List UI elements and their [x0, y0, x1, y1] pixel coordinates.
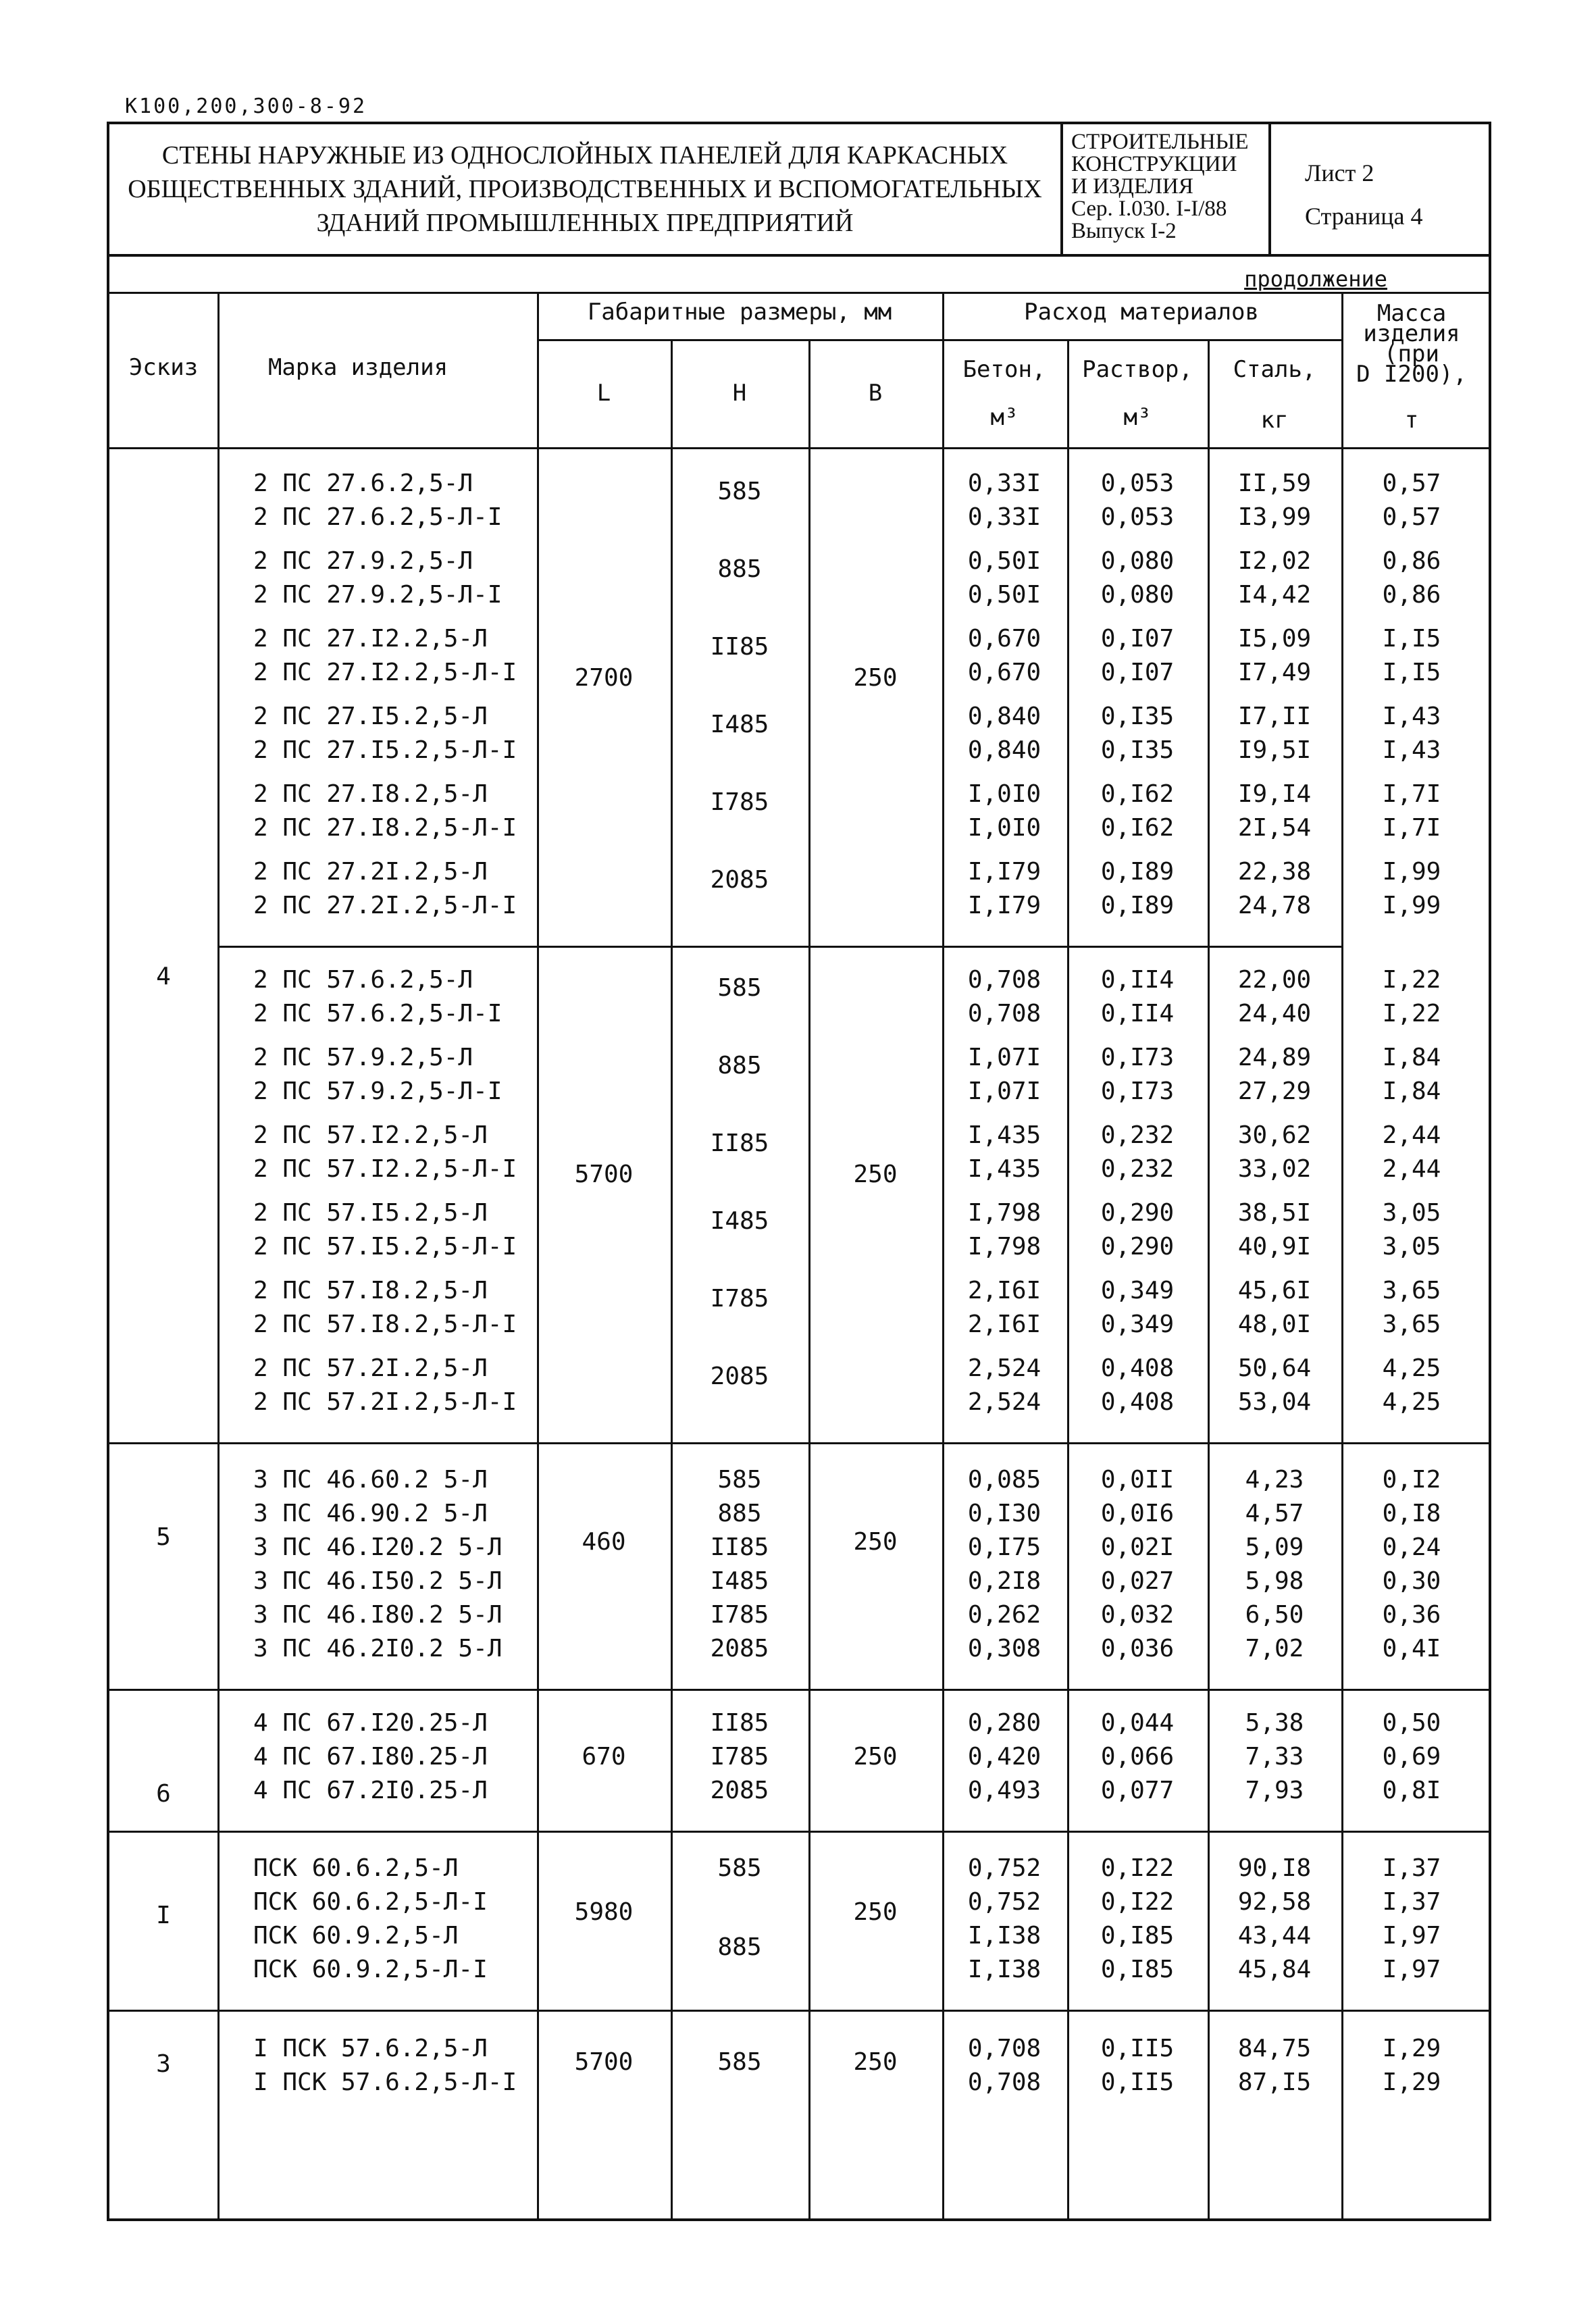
concrete-cell: 2,524	[967, 1388, 1041, 1416]
concrete-cell: 0,280	[967, 1709, 1041, 1737]
mass-cell: 2,44	[1382, 1121, 1441, 1149]
mark-cell: 2 ПС 27.I8.2,5-Л-I	[253, 814, 517, 842]
mass-cell: 0,57	[1382, 469, 1441, 497]
header-mass-line: Масса	[1376, 300, 1447, 327]
series-line: Сер. I.030. I-I/88	[1071, 197, 1227, 221]
h-cell: 585	[717, 1854, 762, 1882]
mortar-cell: 0,II4	[1100, 966, 1175, 994]
mark-cell: 2 ПС 27.9.2,5-Л	[253, 547, 473, 575]
mark-cell: 3 ПС 46.90.2 5-Л	[253, 1500, 488, 1527]
sketch-cell: 6	[156, 1780, 171, 1808]
mark-cell: 2 ПС 27.6.2,5-Л-I	[253, 503, 503, 531]
h-cell: II85	[710, 1129, 769, 1157]
title-line: ЗДАНИЙ ПРОМЫШЛЕННЫХ ПРЕДПРИЯТИЙ	[316, 209, 854, 237]
concrete-cell: 0,752	[967, 1854, 1041, 1882]
concrete-cell: I,798	[967, 1199, 1041, 1227]
column-rule	[537, 292, 539, 2218]
sheet-block	[1271, 124, 1489, 254]
header-concrete-unit: м³	[990, 404, 1019, 431]
concrete-cell: 0,708	[967, 2068, 1041, 2096]
concrete-cell: 0,708	[967, 2035, 1041, 2062]
header-steel: Сталь,	[1233, 356, 1316, 383]
steel-cell: 40,9I	[1237, 1233, 1312, 1261]
mass-cell: I,37	[1382, 1888, 1441, 1916]
title-line: СТЕНЫ НАРУЖНЫЕ ИЗ ОДНОСЛОЙНЫХ ПАНЕЛЕЙ ДЛЯ КАРКАСНЫХ	[161, 141, 1008, 170]
sketch-cell: I	[156, 1902, 171, 1929]
mark-cell: 4 ПС 67.2I0.25-Л	[253, 1777, 488, 1804]
mass-cell: 0,36	[1382, 1601, 1441, 1629]
steel-cell: 24,78	[1237, 892, 1312, 919]
L-cell: 2700	[574, 664, 634, 692]
steel-cell: I7,II	[1237, 703, 1312, 730]
steel-cell: 53,04	[1237, 1388, 1312, 1416]
concrete-cell: 0,670	[967, 659, 1041, 686]
mortar-cell: 0,I73	[1100, 1077, 1175, 1105]
sketch-cell: 4	[156, 963, 171, 990]
mass-cell: I,99	[1382, 892, 1441, 919]
steel-cell: 92,58	[1237, 1888, 1312, 1916]
header-mortar: Раствор,	[1082, 356, 1193, 383]
mortar-cell: 0,032	[1100, 1601, 1175, 1629]
mortar-cell: 0,0II	[1100, 1466, 1175, 1494]
concrete-cell: 0,33I	[967, 503, 1041, 531]
mark-cell: 2 ПС 27.2I.2,5-Л	[253, 858, 488, 886]
mortar-cell: 0,066	[1100, 1743, 1175, 1771]
header-concrete: Бетон,	[962, 356, 1046, 383]
header-L: L	[596, 380, 611, 407]
concrete-cell: I,435	[967, 1121, 1041, 1149]
concrete-cell: I,798	[967, 1233, 1041, 1261]
mortar-cell: 0,408	[1100, 1388, 1175, 1416]
steel-cell: I3,99	[1237, 503, 1312, 531]
concrete-cell: 2,I6I	[967, 1277, 1041, 1304]
column-rule	[1341, 292, 1343, 2218]
materials-subheader-rule	[942, 339, 1341, 341]
mortar-cell: 0,I73	[1100, 1044, 1175, 1071]
mortar-cell: 0,I62	[1100, 780, 1175, 808]
steel-cell: 43,44	[1237, 1922, 1312, 1950]
mass-cell: 3,05	[1382, 1233, 1441, 1261]
mass-cell: I,I5	[1382, 625, 1441, 653]
mortar-cell: 0,044	[1100, 1709, 1175, 1737]
concrete-cell: I,I38	[967, 1956, 1041, 1983]
B-cell: 250	[853, 1898, 898, 1926]
mark-cell: 3 ПС 46.2I0.2 5-Л	[253, 1635, 503, 1662]
h-cell: 885	[717, 555, 762, 583]
group-divider-rule	[109, 2010, 1489, 2012]
concrete-cell: 0,33I	[967, 469, 1041, 497]
mortar-cell: 0,408	[1100, 1354, 1175, 1382]
column-rule	[1208, 339, 1210, 2218]
mass-cell: 2,44	[1382, 1155, 1441, 1183]
concrete-cell: I,0I0	[967, 814, 1041, 842]
series-line: Выпуск I-2	[1071, 219, 1177, 243]
header-mass-unit: т	[1404, 407, 1419, 434]
steel-cell: 48,0I	[1237, 1311, 1312, 1338]
column-rule	[942, 292, 944, 2218]
series-line: КОНСТРУКЦИИ	[1071, 152, 1237, 176]
sketch-cell: 5	[156, 1523, 171, 1551]
mark-cell: 2 ПС 27.I8.2,5-Л	[253, 780, 488, 808]
h-cell: II85	[710, 633, 769, 661]
mass-cell: 3,05	[1382, 1199, 1441, 1227]
steel-cell: 24,40	[1237, 1000, 1312, 1027]
column-rule	[1067, 339, 1069, 2218]
h-cell: 2085	[710, 1635, 769, 1662]
concrete-cell: I,0I0	[967, 780, 1041, 808]
concrete-cell: 2,524	[967, 1354, 1041, 1382]
L-cell: 5700	[574, 1161, 634, 1188]
concrete-cell: 0,262	[967, 1601, 1041, 1629]
mark-cell: ПСК 60.6.2,5-Л	[253, 1854, 459, 1882]
concrete-cell: 0,50I	[967, 581, 1041, 609]
header-bottom-rule	[109, 447, 1489, 449]
steel-cell: I5,09	[1237, 625, 1312, 653]
mortar-cell: 0,080	[1100, 581, 1175, 609]
header-materials-group: Расход материалов	[1024, 299, 1259, 326]
concrete-cell: 0,I75	[967, 1533, 1041, 1561]
mass-cell: 0,8I	[1382, 1777, 1441, 1804]
mark-cell: 2 ПС 27.I5.2,5-Л-I	[253, 736, 517, 764]
header-mass-line: изделия	[1363, 320, 1460, 347]
mortar-cell: 0,I62	[1100, 814, 1175, 842]
h-cell: 2085	[710, 1363, 769, 1390]
header-steel-unit: кг	[1260, 407, 1289, 434]
steel-cell: II,59	[1237, 469, 1312, 497]
mark-cell: 2 ПС 27.2I.2,5-Л-I	[253, 892, 517, 919]
mortar-cell: 0,349	[1100, 1277, 1175, 1304]
steel-cell: 7,33	[1245, 1743, 1304, 1771]
concrete-cell: I,I79	[967, 892, 1041, 919]
header-mortar-unit: м³	[1123, 404, 1152, 431]
mark-cell: 4 ПС 67.I20.25-Л	[253, 1709, 488, 1737]
h-cell: I785	[710, 1601, 769, 1629]
steel-cell: 30,62	[1237, 1121, 1312, 1149]
mortar-cell: 0,349	[1100, 1311, 1175, 1338]
steel-cell: I9,5I	[1237, 736, 1312, 764]
h-cell: II85	[710, 1533, 769, 1561]
mass-cell: 0,50	[1382, 1709, 1441, 1737]
concrete-cell: 0,2I8	[967, 1567, 1041, 1595]
header-mass-line: D I200),	[1356, 361, 1467, 388]
steel-cell: I4,42	[1237, 581, 1312, 609]
mortar-cell: 0,II4	[1100, 1000, 1175, 1027]
steel-cell: 24,89	[1237, 1044, 1312, 1071]
mass-cell: I,84	[1382, 1077, 1441, 1105]
mortar-cell: 0,I07	[1100, 625, 1175, 653]
concrete-cell: I,07I	[967, 1077, 1041, 1105]
mark-cell: 3 ПС 46.I20.2 5-Л	[253, 1533, 503, 1561]
mass-cell: 0,4I	[1382, 1635, 1441, 1662]
mortar-cell: 0,II5	[1100, 2035, 1175, 2062]
mass-cell: I,99	[1382, 858, 1441, 886]
mass-cell: 3,65	[1382, 1311, 1441, 1338]
series-block	[1063, 124, 1271, 254]
mark-cell: 3 ПС 46.60.2 5-Л	[253, 1466, 488, 1494]
concrete-cell: 0,840	[967, 703, 1041, 730]
dims-subheader-rule	[537, 339, 942, 341]
h-cell: 585	[717, 2048, 762, 2076]
L-cell: 460	[582, 1528, 626, 1556]
document-title	[109, 124, 1063, 254]
table-top-rule	[109, 292, 1489, 294]
B-cell: 250	[853, 1528, 898, 1556]
B-cell: 250	[853, 664, 898, 692]
h-cell: 585	[717, 1466, 762, 1494]
mark-cell: 3 ПС 46.I80.2 5-Л	[253, 1601, 503, 1629]
concrete-cell: 0,752	[967, 1888, 1041, 1916]
mark-cell: 2 ПС 57.2I.2,5-Л	[253, 1354, 488, 1382]
steel-cell: 5,38	[1245, 1709, 1304, 1737]
mass-cell: 0,I2	[1382, 1466, 1441, 1494]
concrete-cell: 0,308	[967, 1635, 1041, 1662]
B-cell: 250	[853, 2048, 898, 2076]
mark-cell: ПСК 60.6.2,5-Л-I	[253, 1888, 488, 1916]
mortar-cell: 0,I22	[1100, 1854, 1175, 1882]
concrete-cell: 0,670	[967, 625, 1041, 653]
mass-cell: I,37	[1382, 1854, 1441, 1882]
mark-cell: 2 ПС 27.I2.2,5-Л	[253, 625, 488, 653]
h-cell: 885	[717, 1933, 762, 1961]
mortar-cell: 0,290	[1100, 1199, 1175, 1227]
mortar-cell: 0,I35	[1100, 703, 1175, 730]
mortar-cell: 0,I85	[1100, 1956, 1175, 1983]
mark-cell: 2 ПС 57.9.2,5-Л	[253, 1044, 473, 1071]
h-cell: I785	[710, 788, 769, 816]
steel-cell: 38,5I	[1237, 1199, 1312, 1227]
group-divider-rule	[109, 1442, 1489, 1444]
steel-cell: 27,29	[1237, 1077, 1312, 1105]
mass-cell: 3,65	[1382, 1277, 1441, 1304]
header-B: B	[868, 380, 883, 407]
header-sketch: Эскиз	[128, 354, 199, 381]
mass-cell: 0,86	[1382, 547, 1441, 575]
steel-cell: 84,75	[1237, 2035, 1312, 2062]
steel-cell: I2,02	[1237, 547, 1312, 575]
h-cell: 585	[717, 478, 762, 505]
mass-cell: I,84	[1382, 1044, 1441, 1071]
mortar-cell: 0,080	[1100, 547, 1175, 575]
B-cell: 250	[853, 1743, 898, 1771]
mark-cell: 2 ПС 57.2I.2,5-Л-I	[253, 1388, 517, 1416]
mortar-cell: 0,I22	[1100, 1888, 1175, 1916]
mass-cell: 4,25	[1382, 1388, 1441, 1416]
title-block	[109, 124, 1489, 257]
steel-cell: 5,09	[1245, 1533, 1304, 1561]
mass-cell: I,I5	[1382, 659, 1441, 686]
h-cell: 2085	[710, 1777, 769, 1804]
mass-cell: I,43	[1382, 736, 1441, 764]
steel-cell: 7,93	[1245, 1777, 1304, 1804]
mass-cell: 0,24	[1382, 1533, 1441, 1561]
mortar-cell: 0,I07	[1100, 659, 1175, 686]
steel-cell: 4,57	[1245, 1500, 1304, 1527]
mass-cell: 0,69	[1382, 1743, 1441, 1771]
concrete-cell: 0,50I	[967, 547, 1041, 575]
concrete-cell: 0,420	[967, 1743, 1041, 1771]
mass-cell: I,97	[1382, 1956, 1441, 1983]
mortar-cell: 0,II5	[1100, 2068, 1175, 2096]
mark-cell: 2 ПС 27.6.2,5-Л	[253, 469, 473, 497]
mark-cell: 2 ПС 57.I2.2,5-Л-I	[253, 1155, 517, 1183]
mark-cell: 2 ПС 57.9.2,5-Л-I	[253, 1077, 503, 1105]
mass-cell: 0,57	[1382, 503, 1441, 531]
column-rule	[671, 339, 673, 2218]
steel-cell: 4,23	[1245, 1466, 1304, 1494]
steel-cell: 45,6I	[1237, 1277, 1312, 1304]
mass-cell: 0,86	[1382, 581, 1441, 609]
mark-cell: 2 ПС 27.9.2,5-Л-I	[253, 581, 503, 609]
steel-cell: 5,98	[1245, 1567, 1304, 1595]
mortar-cell: 0,027	[1100, 1567, 1175, 1595]
mortar-cell: 0,290	[1100, 1233, 1175, 1261]
mark-cell: 2 ПС 27.I5.2,5-Л	[253, 703, 488, 730]
h-cell: II85	[710, 1709, 769, 1737]
mark-cell: 4 ПС 67.I80.25-Л	[253, 1743, 488, 1771]
steel-cell: I9,I4	[1237, 780, 1312, 808]
mass-cell: I,97	[1382, 1922, 1441, 1950]
steel-cell: 6,50	[1245, 1601, 1304, 1629]
L-cell: 5980	[574, 1898, 634, 1926]
steel-cell: 45,84	[1237, 1956, 1312, 1983]
page-number: Страница 4	[1305, 203, 1423, 230]
mass-cell: I,22	[1382, 966, 1441, 994]
mark-cell: 2 ПС 57.I8.2,5-Л	[253, 1277, 488, 1304]
document-code: К100,200,300-8-92	[125, 95, 367, 118]
series-line: СТРОИТЕЛЬНЫЕ	[1071, 130, 1249, 154]
mass-cell: I,22	[1382, 1000, 1441, 1027]
concrete-cell: 0,840	[967, 736, 1041, 764]
h-cell: I785	[710, 1743, 769, 1771]
mark-cell: 2 ПС 27.I2.2,5-Л-I	[253, 659, 517, 686]
h-cell: I485	[710, 1567, 769, 1595]
mass-cell: I,7I	[1382, 814, 1441, 842]
mass-cell: 4,25	[1382, 1354, 1441, 1382]
steel-cell: 87,I5	[1237, 2068, 1312, 2096]
mass-cell: I,7I	[1382, 780, 1441, 808]
mortar-cell: 0,I35	[1100, 736, 1175, 764]
mark-cell: 2 ПС 57.I8.2,5-Л-I	[253, 1311, 517, 1338]
sketch-cell: 3	[156, 2050, 171, 2078]
h-cell: 585	[717, 974, 762, 1002]
steel-cell: 90,I8	[1237, 1854, 1312, 1882]
concrete-cell: I,I79	[967, 858, 1041, 886]
concrete-cell: I,I38	[967, 1922, 1041, 1950]
group-divider-rule	[109, 1831, 1489, 1833]
mark-cell: I ПСК 57.6.2,5-Л-I	[253, 2068, 517, 2096]
series-line: И ИЗДЕЛИЯ	[1071, 174, 1193, 199]
mortar-cell: 0,0I6	[1100, 1500, 1175, 1527]
steel-cell: 22,00	[1237, 966, 1312, 994]
block-divider-rule	[217, 946, 1341, 948]
L-cell: 5700	[574, 2048, 634, 2076]
mortar-cell: 0,232	[1100, 1121, 1175, 1149]
mass-cell: I,29	[1382, 2068, 1441, 2096]
concrete-cell: 0,708	[967, 966, 1041, 994]
mark-cell: 3 ПС 46.I50.2 5-Л	[253, 1567, 503, 1595]
mass-cell: 0,30	[1382, 1567, 1441, 1595]
mark-cell: 2 ПС 57.6.2,5-Л-I	[253, 1000, 503, 1027]
steel-cell: 7,02	[1245, 1635, 1304, 1662]
sheet-number: Лист 2	[1305, 159, 1374, 186]
h-cell: I485	[710, 711, 769, 738]
mark-cell: ПСК 60.9.2,5-Л	[253, 1922, 459, 1950]
continuation-label: продолжение	[1244, 266, 1387, 292]
mark-cell: I ПСК 57.6.2,5-Л	[253, 2035, 488, 2062]
concrete-cell: 0,493	[967, 1777, 1041, 1804]
header-mark: Марка изделия	[267, 354, 448, 381]
B-cell: 250	[853, 1161, 898, 1188]
L-cell: 670	[582, 1743, 626, 1771]
mark-cell: 2 ПС 57.I2.2,5-Л	[253, 1121, 488, 1149]
concrete-cell: 0,085	[967, 1466, 1041, 1494]
concrete-cell: 2,I6I	[967, 1311, 1041, 1338]
mark-cell: 2 ПС 57.6.2,5-Л	[253, 966, 473, 994]
steel-cell: 22,38	[1237, 858, 1312, 886]
steel-cell: 2I,54	[1237, 814, 1312, 842]
mortar-cell: 0,053	[1100, 469, 1175, 497]
h-cell: I785	[710, 1285, 769, 1313]
mark-cell: ПСК 60.9.2,5-Л-I	[253, 1956, 488, 1983]
h-cell: 885	[717, 1500, 762, 1527]
header-mass-line: (при	[1384, 340, 1439, 367]
mortar-cell: 0,077	[1100, 1777, 1175, 1804]
header-dims-group: Габаритные размеры, мм	[587, 299, 892, 326]
steel-cell: I7,49	[1237, 659, 1312, 686]
concrete-cell: I,435	[967, 1155, 1041, 1183]
column-rule	[217, 292, 220, 2218]
mark-cell: 2 ПС 57.I5.2,5-Л	[253, 1199, 488, 1227]
steel-cell: 50,64	[1237, 1354, 1312, 1382]
column-rule	[808, 339, 810, 2218]
mortar-cell: 0,036	[1100, 1635, 1175, 1662]
h-cell: I485	[710, 1207, 769, 1235]
mortar-cell: 0,I89	[1100, 892, 1175, 919]
concrete-cell: 0,708	[967, 1000, 1041, 1027]
mortar-cell: 0,02I	[1100, 1533, 1175, 1561]
mortar-cell: 0,I89	[1100, 858, 1175, 886]
concrete-cell: I,07I	[967, 1044, 1041, 1071]
mortar-cell: 0,053	[1100, 503, 1175, 531]
mortar-cell: 0,I85	[1100, 1922, 1175, 1950]
mass-cell: I,29	[1382, 2035, 1441, 2062]
mortar-cell: 0,232	[1100, 1155, 1175, 1183]
group-divider-rule	[109, 1689, 1489, 1691]
mass-cell: 0,I8	[1382, 1500, 1441, 1527]
title-line: ОБЩЕСТВЕННЫХ ЗДАНИЙ, ПРОИЗВОДСТВЕННЫХ И ВСПОМОГАТЕЛЬНЫХ	[128, 175, 1042, 203]
h-cell: 885	[717, 1052, 762, 1079]
header-H: H	[732, 380, 747, 407]
concrete-cell: 0,I30	[967, 1500, 1041, 1527]
mass-cell: I,43	[1382, 703, 1441, 730]
steel-cell: 33,02	[1237, 1155, 1312, 1183]
h-cell: 2085	[710, 866, 769, 894]
mark-cell: 2 ПС 57.I5.2,5-Л-I	[253, 1233, 517, 1261]
